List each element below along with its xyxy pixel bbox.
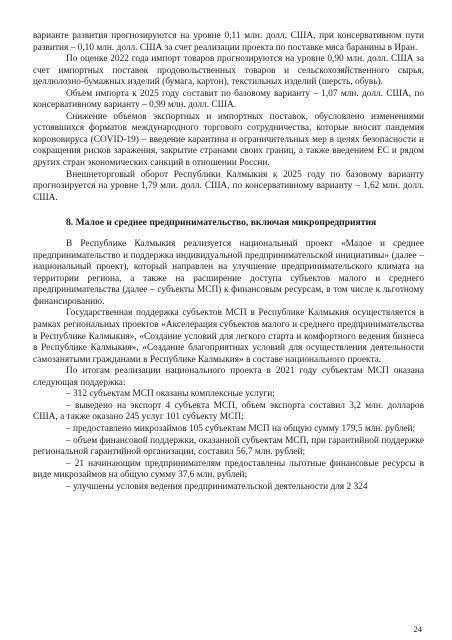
page-content	[33, 31, 424, 493]
paragraph-foreign-trade-turnover: Внешнеторговый оборот Республики Калмыкия к 2025 году по базовому варианту прогнозируется на уровне 1,79 млн. долл. США, по консервативному варианту – 1,62 млн. долл. США.	[33, 169, 424, 203]
list-item-microloans: – предоставлено микрозаймов 105 субъектам МСП на общую сумму 179,5 млн. рублей;	[66, 423, 416, 434]
section-heading: 8. Малое и среднее предпринимательство, включая микропредприятия	[66, 217, 377, 229]
list-item-startup-loans: – 21 начинающим предпринимателям предоставлены льготные финансовые ресурсы в виде микрозаймов на общую сумму 37,6 млн. рублей;	[33, 458, 424, 481]
paragraph-national-project: В Республике Калмыкия реализуется национальный проект «Малое и среднее предпринимательство и поддержка индивидуальной предпринимательской инициативы» (далее – национальный проект), который направлен на улучшение предпринимательского климата на территории региона, а также на расширение доступа субъектов малого и среднего предпринимательства (далее – субъекты МСП) к финансовым ресурсам, в том числе к льготному финансированию.	[33, 239, 424, 307]
paragraph-import-estimate-2022: По оценке 2022 года импорт товаров прогнозируются на уровне 0,90 млн. долл. США за счет импортных поставок продовольственных товаров и сельскохозяйственного сырья, целлюлозно-бумажных изделий (бумага, картон), текстильных изделий (шерсть, обувь).	[33, 54, 424, 88]
paragraph-export-forecast: варианте развития прогнозируются на уровне 0,11 млн. долл. США, при консервативном пути развития – 0,10 млн. долл. США за счет реализации проекта по поставке мяса баранины в Иран.	[33, 31, 424, 53]
page-number: 24	[413, 624, 422, 634]
list-item-business-conditions: – улучшены условия ведения предпринимательской деятельности для 2 324	[66, 481, 368, 492]
paragraph-support-results-2021: По итогам реализации национального проекта в 2021 году субъектам МСП оказана следующая поддержка:	[33, 366, 424, 388]
list-item-complex-services: – 312 субъектам МСП оказаны комплексные услуги;	[66, 389, 275, 400]
list-item-export: – выведено на экспорт 4 субъекта МСП, объем экспорта составил 3,2 млн. долларов США, а также оказано 245 услуг 101 субъекту МСП;	[33, 400, 424, 423]
paragraph-import-volume-2025: Объем импорта к 2025 году составит по базовому варианту – 1,07 млн. долл. США, по консервативному варианту – 0,99 млн. долл. США.	[33, 88, 424, 111]
paragraph-state-support: Государственная поддержка субъектов МСП в Республике Калмыкия осуществляется в рамках региональных проектов «Акселерация субъектов малого и среднего предпринимательства в Республике Калмыкия», «Создание условий для легкого старта и комфортного ведения бизнеса в Республике Калмыкия», «Создание благоприятных условий для осуществления деятельности самозанятыми гражданами в Республике Калмыкия» в составе национального проекта.	[33, 308, 424, 365]
list-item-financial-support: – объем финансовой поддержки, оказанной субъектам МСП, при гарантийной поддержке региональной гарантийной организации, составил 56,7 млн. рублей;	[33, 435, 424, 458]
paragraph-trade-decline-reasons: Снижение объемов экспортных и импортных поставок, обусловлено изменениями устоявшихся форматов международного торгового сотрудничества, которые вносит пандемия короновируса (COVID-19) – введение карантина и ограничительных мер в целях безопасности и сокращения рисков заражения, закрытие странами своих границ, а также введением ЕС и рядом других стран экономических санкций в отношении России.	[33, 111, 424, 169]
